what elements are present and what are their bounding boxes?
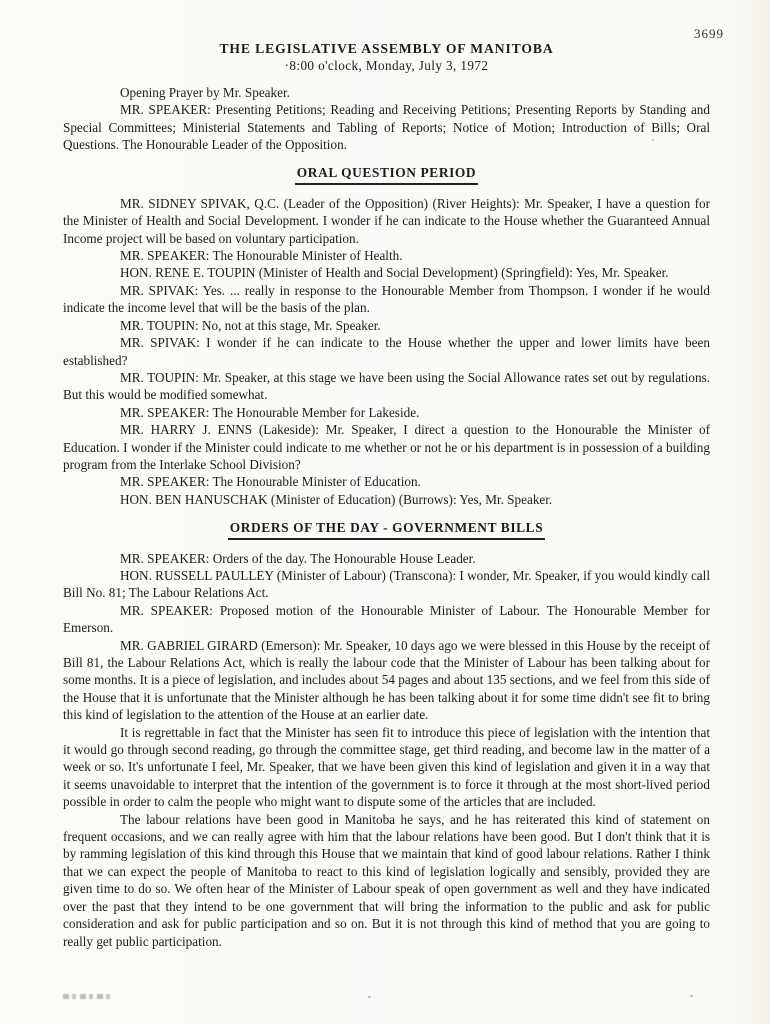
speech-paragraph: MR. SPEAKER: Orders of the day. The Honourable House Leader. xyxy=(120,550,476,566)
speech-paragraph: HON. RUSSELL PAULLEY (Minister of Labour) (Transcona): I wonder, Mr. Speaker, if you would kindly call Bill No. 81; The Labour Relations Act. xyxy=(63,567,710,601)
speech-paragraph: MR. SPEAKER: The Honourable Minister of Health. xyxy=(120,248,403,264)
scan-artifact xyxy=(368,996,371,998)
speech-paragraph: HON. BEN HANUSCHAK (Minister of Education) (Burrows): Yes, Mr. Speaker. xyxy=(120,491,553,507)
speech-paragraph: MR. GABRIEL GIRARD (Emerson): Mr. Speaker, 10 days ago we were blessed in this House by the receipt of Bill 81, the Labour Relations Act, which is really the labour code that the Minister of Labour has been talking about for some months. It is a piece of legislation, and includes about 54 pages and about 135 sections, and we feel from this side of the House that it is unfortunate that the Minister although he has been talking about it for some time didn't see fit to bring this kind of legislation to the attention of the House at an earlier date. xyxy=(63,637,710,723)
orders-of-the-day-heading-text: ORDERS OF THE DAY - GOVERNMENT BILLS xyxy=(228,519,546,539)
scan-artifact-footer-smudge xyxy=(63,994,113,999)
speech-paragraph: MR. TOUPIN: No, not at this stage, Mr. Speaker. xyxy=(120,317,381,333)
section-heading-orders-of-the-day xyxy=(63,519,710,539)
speech-paragraph: MR. SIDNEY SPIVAK, Q.C. (Leader of the Opposition) (River Heights): Mr. Speaker, I have a question for the Minister of Health and Social Development. I wonder if he can indicate to the House whether the Guaranteed Annual Income project will be based on voluntary participation. xyxy=(63,195,710,246)
speech-paragraph: MR. TOUPIN: Mr. Speaker, at this stage we have been using the Social Allowance rates set out by regulations. But this would be modified somewhat. xyxy=(63,369,710,403)
speaker-routine-proceedings: MR. SPEAKER: Presenting Petitions; Reading and Receiving Petitions; Presenting Reports by Standing and Special Committees; Ministerial Statements and Tabling of Reports; Notice of Motion; Introduction of Bills; Oral Questions. The Honourable Leader of the Opposition. xyxy=(63,102,710,153)
page-number: 3699 xyxy=(694,26,724,41)
speech-paragraph: The labour relations have been good in Manitoba he says, and he has reiterated this kind of statement on frequent occasions, and we can really agree with him that the labour relations have been good. But I don't think that it is by ramming legislation of this kind through this House that we maintain that kind of good labour relations. Rather I think that we can expect the people of Manitoba to react to this kind of legislation logically and sensibly, provided they are given time to do so. We often hear of the Minister of Labour speak of open government as well and they have indicated over the past that they intend to be one government that will bring the information to the public and ask for public consideration and ask for public participation and so on. But it is not through this kind of method that you are going to really get public participation. xyxy=(63,811,710,949)
speech-paragraph: MR. SPEAKER: The Honourable Minister of Education. xyxy=(120,474,421,490)
speech-paragraph: MR. SPIVAK: I wonder if he can indicate to the House whether the upper and lower limits have been established? xyxy=(63,335,710,368)
oral-question-period-heading-text: ORAL QUESTION PERIOD xyxy=(295,164,478,184)
speech-paragraph: It is regrettable in fact that the Minister has seen fit to introduce this piece of legislation with the intention that it would go through second reading, go through the committee stage, get third reading, and become law in the matter of a week or so. It's unfortunate I feel, Mr. Speaker, that we have been given this kind of legislation and given it in a way that it seems unavoidable to interpret that the intention of the government is to force it through at the most short-lived period possible in order to calm the people who might want to dispute some of the articles that are included. xyxy=(63,724,710,810)
speech-paragraph: MR. SPEAKER: The Honourable Member for Lakeside. xyxy=(120,404,420,420)
section-heading-oral-question-period xyxy=(63,164,710,184)
scan-artifact xyxy=(690,995,693,997)
opening-prayer-line: Opening Prayer by Mr. Speaker. xyxy=(120,84,290,100)
speech-paragraph: MR. SPEAKER: Proposed motion of the Honourable Minister of Labour. The Honourable Member for Emerson. xyxy=(63,602,710,636)
speech-paragraph: HON. RENE E. TOUPIN (Minister of Health and Social Development) (Springfield): Yes, Mr. Speaker. xyxy=(120,265,669,281)
document-header xyxy=(63,40,710,75)
assembly-title: THE LEGISLATIVE ASSEMBLY OF MANITOBA xyxy=(219,41,554,56)
scan-artifact xyxy=(652,139,654,141)
speech-paragraph: MR. HARRY J. ENNS (Lakeside): Mr. Speaker, I direct a question to the Honourable the Minister of Education. I wonder if the Minister could indicate to me whether or not he or his department is in possession of a building program from the Interlake School Division? xyxy=(63,422,710,472)
session-datetime: ·8:00 o'clock, Monday, July 3, 1972 xyxy=(284,58,489,74)
speech-paragraph: MR. SPIVAK: Yes. ... really in response to the Honourable Member from Thompson. I wonder if he would indicate the income level that will be the basis of the plan. xyxy=(63,282,710,316)
